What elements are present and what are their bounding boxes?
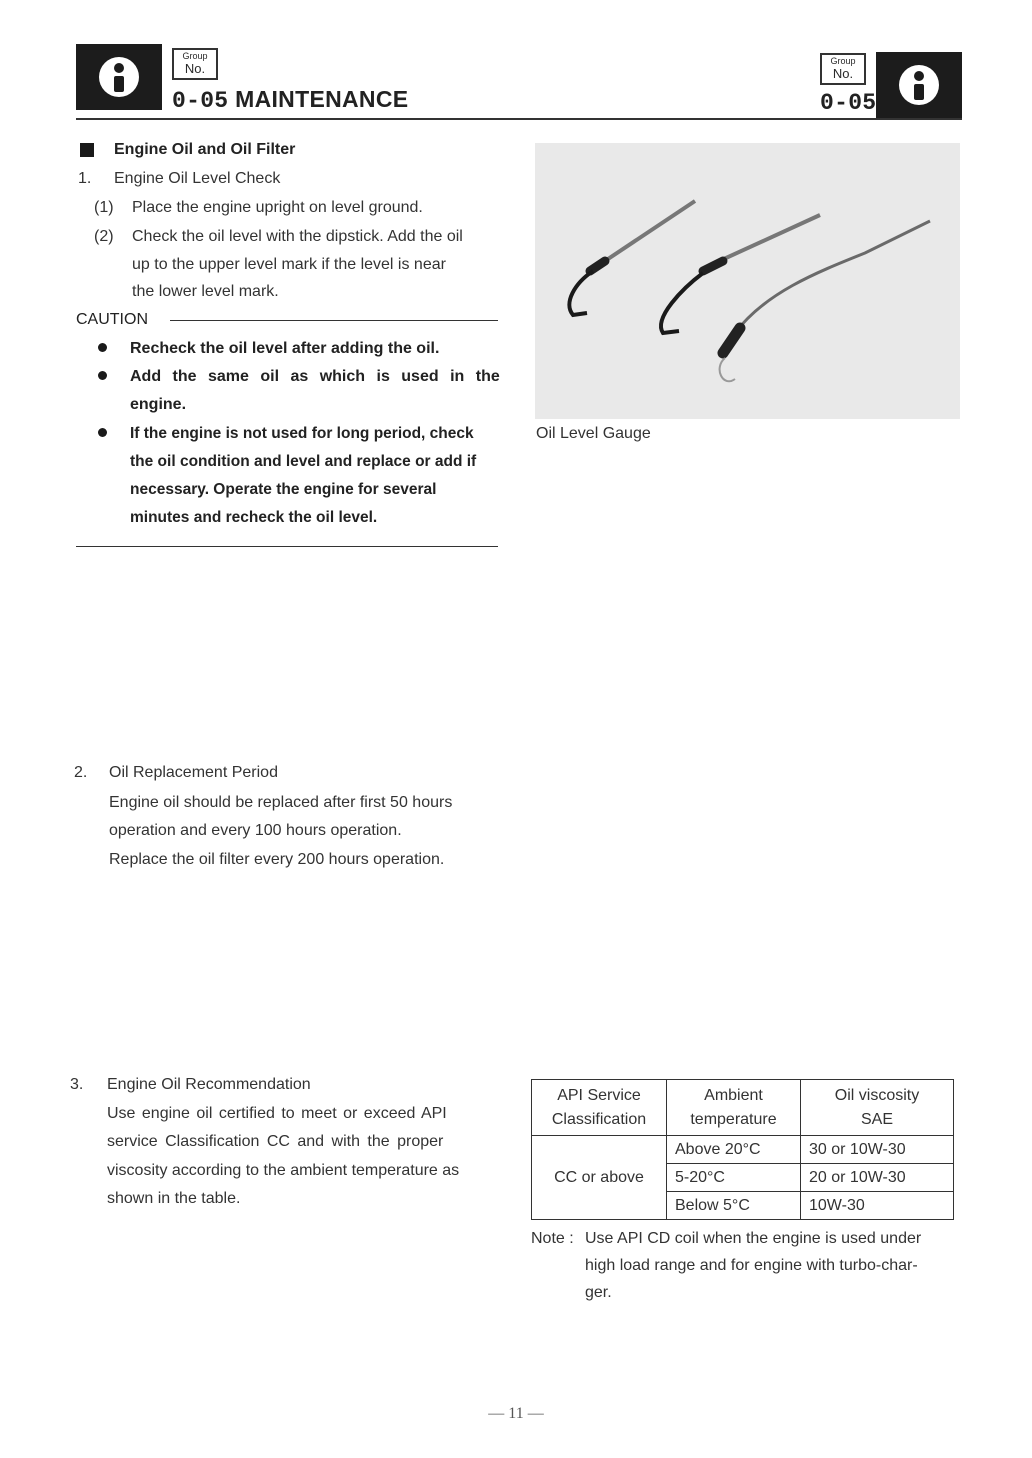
item3-number: 3. [70, 1076, 84, 1093]
no-label-right: No. [832, 66, 854, 81]
dipstick-illustration [535, 143, 960, 419]
page-number: — 11 — [488, 1405, 544, 1422]
caution-bullet [98, 343, 107, 352]
caution-line: If the engine is not used for long period, check [130, 425, 474, 442]
item3-line: viscosity according to the ambient temperature as [107, 1162, 460, 1179]
header-line: Ambient [704, 1086, 763, 1104]
item2-number: 2. [74, 764, 88, 781]
group-number-box-left [172, 48, 218, 80]
no-label: No. [184, 61, 206, 76]
section-heading: Engine Oil and Oil Filter [114, 141, 296, 158]
step2-line: up to the upper level mark if the level is near [132, 256, 446, 273]
step2-line: Check the oil level with the dipstick. Add the oil [132, 228, 463, 245]
section-code-right: 0-05 [820, 90, 877, 116]
item1-title: Engine Oil Level Check [114, 170, 281, 187]
item1-number: 1. [78, 170, 92, 187]
table-header-row [532, 1080, 954, 1136]
temperature-cell: 5-20°C [667, 1164, 801, 1192]
header-oil-viscosity [801, 1080, 954, 1136]
step2-line: the lower level mark. [132, 283, 279, 300]
step1-number: (1) [94, 199, 114, 216]
caution-line: the oil condition and level and replace or add if [130, 453, 477, 470]
page-title [172, 86, 408, 114]
item2-title: Oil Replacement Period [109, 764, 278, 781]
table-row [532, 1136, 954, 1164]
classification-cell: CC or above [532, 1136, 667, 1220]
step2-number: (2) [94, 228, 114, 245]
info-icon [897, 63, 941, 107]
oil-viscosity-table [531, 1079, 954, 1220]
caution-label: CAUTION [76, 311, 148, 328]
group-label: Group [182, 51, 208, 61]
oil-level-gauge-photo [535, 143, 960, 419]
section-title: MAINTENANCE [235, 86, 409, 112]
caution-end-rule [76, 546, 498, 547]
group-label-right: Group [830, 56, 856, 66]
header-line: Classification [551, 1110, 647, 1128]
info-icon-right [876, 52, 962, 118]
viscosity-cell: 30 or 10W-30 [801, 1136, 954, 1164]
note-line: ger. [585, 1284, 612, 1301]
item3-line: shown in the table. [107, 1190, 241, 1207]
heading-square-bullet [80, 143, 94, 157]
header-line: Oil viscosity [834, 1086, 920, 1104]
header-line: temperature [690, 1110, 777, 1128]
viscosity-cell: 10W-30 [801, 1192, 954, 1220]
note-line: Use API CD coil when the engine is used under [585, 1230, 922, 1247]
item2-line: operation and every 100 hours operation. [109, 822, 402, 839]
caution-line: engine. [130, 396, 187, 413]
note-line: high load range and for engine with turbo-char- [585, 1257, 918, 1274]
caution-bullet [98, 371, 107, 380]
header-rule [76, 118, 962, 120]
info-icon-left [76, 44, 162, 110]
header-ambient-temperature [667, 1080, 801, 1136]
caution-line: Add the same oil as which is used in the [130, 368, 500, 385]
info-icon [97, 55, 141, 99]
photo-caption: Oil Level Gauge [536, 425, 651, 442]
header-api-service [532, 1080, 667, 1136]
caution-rule [170, 320, 498, 321]
viscosity-cell: 20 or 10W-30 [801, 1164, 954, 1192]
item3-title: Engine Oil Recommendation [107, 1076, 311, 1093]
caution-line: minutes and recheck the oil level. [130, 509, 378, 526]
caution-line: necessary. Operate the engine for several [130, 481, 437, 498]
section-code: 0-05 [172, 88, 229, 114]
item2-line: Replace the oil filter every 200 hours operation. [109, 851, 445, 868]
group-number-box-right [820, 53, 866, 85]
note-label: Note : [531, 1230, 574, 1247]
caution-line: Recheck the oil level after adding the oil. [130, 340, 440, 357]
temperature-cell: Above 20°C [667, 1136, 801, 1164]
item3-line: service Classification CC and with the proper [107, 1133, 444, 1150]
caution-bullet [98, 428, 107, 437]
temperature-cell: Below 5°C [667, 1192, 801, 1220]
header-line: API Service [557, 1086, 641, 1104]
item3-line: Use engine oil certified to meet or exceed API [107, 1105, 447, 1122]
step1-line: Place the engine upright on level ground. [132, 199, 423, 216]
item2-line: Engine oil should be replaced after first 50 hours [109, 794, 453, 811]
header-line: SAE [860, 1110, 893, 1128]
